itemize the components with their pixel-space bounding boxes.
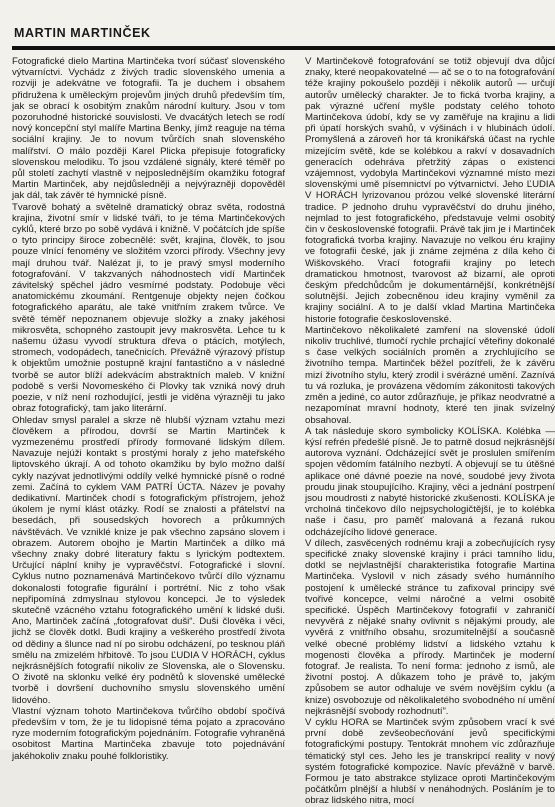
paragraph: V cyklu HORA se Martinček svým způsobem vrací k své první době zevšeobecňování jevů specifickými fotografickými postupy. Tentokrát mnohem víc zdůrazňuje tématický styl ces. Jeho les je transkripcí reality v nový systém fotografické kompozice. Navíc převážně v barvě. Formou je tato abstrakce stylizace oproti Martinčekovým počátkům plnější a hlubší v nenáhodných. Posláním je to obraz lidského nitra, mocí bbox=[305, 716, 555, 807]
page-title: MARTIN MARTINČEK bbox=[14, 26, 151, 40]
paragraph: A tak následuje skoro symbolicky KOLÍSKA. Kolébka — kýsí refrén předešlé písně. Je to patrně dosud nejkrásnější autorova vyznání. Odcházející svět je proslulen smířením spojen vědomím fatálního nezbytí. A objevují se tu útěšné aplikace oné dávné poezie na nové, soudobé jevy života proudu jinak stoupujícího. Krajiny, věci a jednání postrpení jsou moudrosti z nabyté historické zkušenosti. KOLÍSKA je vrcholná tinčekovo dílo nejpsychologičtější, je to kolébka naše i času, pro paměť malovaná a řezaná rukou odcházejícího lidové generace. bbox=[305, 425, 555, 538]
left-column bbox=[12, 56, 285, 762]
paragraph: Martinčekovo několikaleté zamření na slovenské údolí nikoliv truchlivé, tlumočí rychle prchající věteřiny dokonalé s čase velkých sociálních proměn a zrychlujícího se životního tempa. Martinček běžel pozítřeli, že k závěru mizí životního stylu, který zrodil i svérázné umění. Zaznívá tu vá rozluka, je provázena vědomím zákonitosti takových změn a jediné, co autor zdůrazňuje, je příkaz neodvratné a nezapomínat mravní hodnoty, které ten jinak svízelný obsahoval. bbox=[305, 324, 555, 426]
paragraph: Ohledav smysl paralel a skrze ně hlubší význam vztahu mezi člověkem a přírodou, dovrší se Martin Martinček k vyzmezenému prostředí přírody formované lidským dílem. Navazuje nejúži kontakt s prostými horaly z jeho mateřského liptovského úkrají. A od tohoto okamžiku by bylo možno další cykly nazývat jednotlivými oddíly velké hymnické písně o rodné zemi. Začíná to cyklem VAM PATRÍ ÚCTA. Název je povahy dedikativní. Martinček chodí s fotografickým přístrojem, jehož úkolem je nymí klást otázky. Rodí se znalosti a přátelství na besedách, při sousedských hovorech a průkumných návštěvách. Ve vzniklé knize je pak všechno zapsáno slovem i obrazem. Autorem obojho je Martin Martinček a dílko má všechny znaky dobré literatury faktu s lyrickým podtextem. Určující náplní knihy je vypravěčství. Fotografické i slovní. Cyklus nutno poznamenává Martinčekovo tvůrčí dílo významu dokonalosti fotografie figurální i portrétní. Nic z toho však nepřipomíná zdmyslnau stylovou koncepci. Je to výsledek skutečně vzácného vztahu fotografického umění k lidské duši. Ano, Martinček začíná „fotografovat duši“. Duši člověka i věci, jichž se člověk dotkl. Budi krajiny a veškerého prostředí života od dědiny a šlunce nad ní po sirobu odcházení, po tesknou pláň smělu na zmizelém hřbitově. To jsou ĽUDIA V HORÁCH, cyklus nejkrásnějších fotografií nikoliv ze Slovenska, ale o Slovensku. O životě na sklonku velké éry podnětů k slovenské umělecké tvorbě i dovršení duchovního smyslu slovenského umění lidového. bbox=[12, 414, 285, 706]
right-column bbox=[305, 56, 555, 807]
paragraph: Vlastní význam tohoto Martinčekova tvůrčího období spočívá především v tom, že je tu lidopisné téma pojato a zpracováno ryze moderním fotografickým pojednáním. Fotografie vyhraněná osobitost Martina Martinčeka zbavuje toto pojednávání jakéhokoliv znaku pouhé folkloristiky. bbox=[12, 705, 285, 762]
paragraph: V Martinčekově fotografování se totiž objevují dva důjcí znaky, které neopakovatelné — ač se o to na fotografování téže krajiny pokoušelo později i několik autorů — určují autorův umělecký charakter. Je to fická tvorba krajiny, a pak výrazné učření myšle podstaty celého tohoto Martinčekova údobí, kdy se vy zaměřuje na krajinu a lidi při úpatí horských svahů, v výšinách i v hlubinách údolí. Promyšlená a zároveň hor tá kronikářská účast na rychle mizejícím světě, kde se kolébkou a rakví v dosavadních generacích odehráva přetržitý zápas o existenci vzájemnost, vydobyla Martinčekovi významné místo mezi slovenskými umě písemnictví po výtvarnictví. Jeho ĽUDIA V HORÁCH lyrizovanou prózou velké slovenské literární tradice. P jednoho druhu vypravěčství do druhu jiného, nejmlad to jest fotografického, představuje velmi osobitý čin v československé fotografii. Právě tak jim je i Martinček fotografická tvorba krajiny. Navazuje no velkou éru krajiny ve fotografii české, jak ji známe zejména z díla keho či Wiškovského. Vrací fotografii krajiny po letech dramatickou hmotnost, tvarovost až bizarní, ale oproti českým předchůdcům je dokumentárnější, konkrétnější solutnější. Jejich zobecněnou ideu krajiny vyměnil za krajiny sociální. A to je další vklad Martina Martinčeka historie fotografie československé. bbox=[305, 56, 555, 325]
paragraph: V dílech, zasvěcených rodnému kraji a zobecňujících rysy specifické znaky slovenské krajiny i práci tamního lidu, dotkl se nejvlastnější charakteristika fotografie Martina Martinčeka. Vyslovil v nich zásady svého humánního postojení k umělecké stránce tu zafixoval principy své tvořivé koncepce, velmi náročné a velmi osobitě specifické. Úspěch Martinčekovy fotografií v zahraničí nevyvěrá z nějaké snahy ovlivnit s nějakými proudy, ale vyvěrá z vnitřního obsahu, srozumitelnější a současně velké obecné problémy lidství a lidského vztahu k mogenosti člověka a přírody. Martinček je moderní fotograf. Je realista. To není forma: jednoho z ismů, ale životní postoj. A důkazem toho je právě to, jakým způsobem se autor odhaluje ve svém novějším cyklu (a knize) osvobozuje od několikaletého svobodného ní umění nejkrásnější svobody rozhodnutí”. bbox=[305, 537, 555, 717]
header-rule bbox=[12, 46, 555, 50]
paragraph: Fotografické dielo Martina Martinčeka tvorí súčasť slovenského výtvarníctvi. Vychádz z živých tradic slovenského umenia a rozviji je adekvátne ve fotografii. Ta je duchem i obsahem přidružena k uměleckým projevům jiných druhů především tím, jak se obrací k osobitým znakům národní kultury. Jsou v tom pozoruhodné historické souvislosti. Ve dvacátých letech se rodí nový koncepční styl malíře Martina Benky, jímž reaguje na téma sociální krajiny. Je to novum tvůrčích snah slovenského malířství. O málo později Karel Plicka přepisuje fotograficky slovenskou melodiku. To jsou vzdálené signály, které téměř po půl století zachytí vlastně v nejposlednějším okamžiku fotograf Martin Martinček, aby nejdůsledněji a nejvýrazněji dopověděl jak dál, tak závěr té hymnické písně. bbox=[12, 56, 285, 202]
paragraph: Tvarově bohatý a světelně dramatický obraz světa, rodostná krajina, životní smír v lidské tváři, to je téma Martinčekových cyklů, které brzo po sobě vydává i knižně. V počátcích jde spíše o tyto principy široce zobecnělé: svět, krajina, člověk, to jsou pouze vlnící fenomény ve složitém vzorci přírody. Všechny jevy mají druhou tvář. Nalézat ji, to je pravý smysl moderního fotografování. V takzvaných náhodnostech vidí Martinček závitelský spěchel jádro vesmírné podstaty. Podobuje věci anatomickému zkoumání. Rentgenuje objekty nejen čočkou fotografického aparátu, ale také vnitřním zrakem tvůrce. Ve světě téměř nepoznanem objevuje složky a znaky jakéhosi mikrosvěta, schopného zastoupit jevy makrosvěta. Lehce tu k našemu úžasu vyvodí struktura dřeva o ptácích, motýlech, stromech, vodopádech, tanečnicích. Převážně výrazový přístup k objektům umožnie postupně krajní fantastično a v následné tvorbě se autor blíží adekvácím abstraktních maleb. V knižní podobě s verši Novomeského či Plovky tak vzniká nový druh poezie, v níž není rozhodující, jestli je viděna výrazněji tu jako obraz fotografický, tam jako literární. bbox=[12, 201, 285, 415]
